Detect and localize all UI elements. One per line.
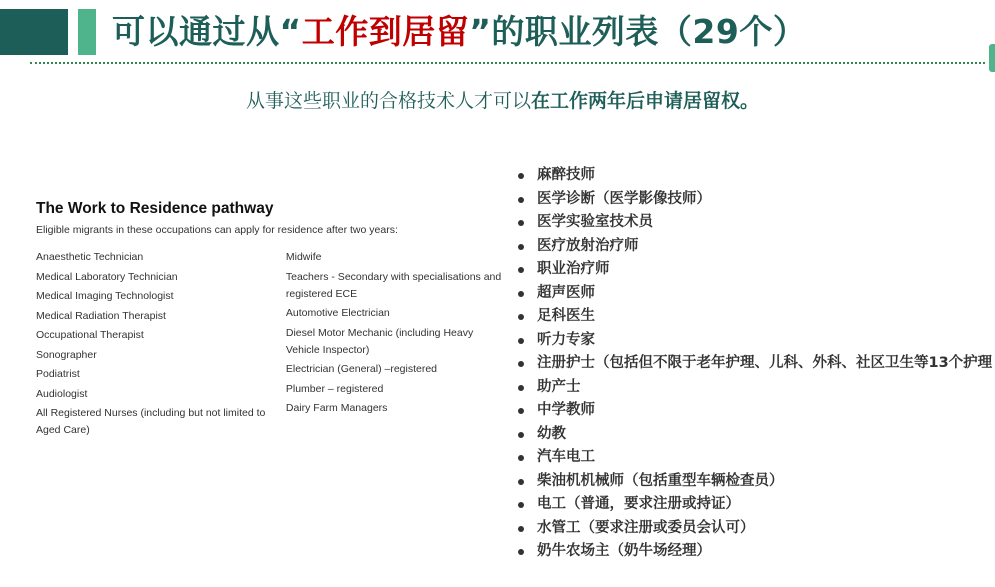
list-item-label: 麻醉技师 — [537, 167, 595, 183]
occupation-column-2 — [284, 249, 504, 442]
list-item — [513, 235, 992, 259]
list-item-label: 职业治疗师 — [537, 261, 610, 277]
occupation-item: Sonographer — [36, 348, 97, 361]
list-item-label: 电工（普通，要求注册或持证） — [537, 496, 740, 512]
bullet-icon — [518, 502, 524, 508]
title-divider — [30, 62, 985, 64]
subtitle-plain: 从事这些职业的合格技术人才可以 — [246, 90, 532, 112]
list-item-label: 超声医师 — [537, 284, 595, 301]
page-title — [112, 10, 806, 54]
list-item-label: 柴油机机械师（包括重型车辆检查员） — [537, 472, 784, 489]
subtitle — [246, 86, 759, 113]
list-item-label: 幼教 — [537, 425, 566, 442]
bullet-icon — [518, 455, 524, 461]
occupation-item: Medical Laboratory Technician — [36, 270, 178, 283]
list-item — [513, 211, 992, 235]
bullet-icon — [518, 479, 524, 485]
bullet-icon — [518, 220, 524, 226]
bullet-icon — [518, 549, 524, 555]
list-item-label: 注册护士（包括但不限于老年护理、儿科、外科、社区卫生等13个护理 — [537, 355, 993, 371]
bullet-icon — [518, 173, 524, 179]
list-item-label: 医学实验室技术员 — [537, 214, 653, 230]
list-item — [513, 376, 992, 400]
bullet-icon — [518, 314, 524, 320]
occupation-item: Audiologist — [36, 387, 88, 400]
bullet-icon — [518, 432, 524, 438]
occupation-item: Podiatrist — [36, 368, 80, 380]
bullet-icon — [518, 526, 524, 532]
list-item-label: 助产士 — [537, 378, 581, 395]
occupation-column-1 — [34, 249, 284, 442]
bullet-icon — [518, 408, 524, 414]
occupation-columns — [34, 249, 504, 442]
occupation-item: Medical Radiation Therapist — [36, 309, 166, 322]
card-heading: The Work to Residence pathway — [36, 200, 274, 217]
title-prefix: 可以通过从“ — [112, 12, 302, 51]
occupation-item: All Registered Nurses (including but not limited to Aged Care) — [36, 407, 266, 436]
bullet-icon — [518, 267, 524, 273]
list-item — [513, 540, 992, 564]
edge-tab-decoration — [989, 44, 995, 72]
occupation-item: Electrician (General) –registered — [285, 363, 438, 375]
occupation-item: Dairy Farm Managers — [285, 402, 388, 414]
bullet-icon — [518, 361, 524, 367]
list-item — [513, 258, 992, 282]
bullet-icon — [518, 244, 524, 250]
list-item-label: 医疗放射治疗师 — [537, 237, 639, 254]
title-accent-bar-dark — [0, 9, 68, 55]
occupation-item: Midwife — [285, 251, 322, 263]
occupation-item: Anaesthetic Technician — [36, 251, 144, 263]
list-item — [513, 352, 992, 376]
list-item — [513, 188, 992, 212]
bullet-icon — [518, 197, 524, 203]
list-item-label: 医学诊断（医学影像技师） — [537, 190, 711, 207]
occupation-item: Teachers - Secondary with specialisations and registered ECE — [285, 270, 502, 300]
occupation-item: Diesel Motor Mechanic (including Heavy Vehicle Inspector) — [285, 326, 474, 356]
list-item — [513, 517, 992, 541]
occupation-item: Automotive Electrician — [285, 307, 390, 319]
list-item — [513, 399, 992, 423]
chinese-occupation-list — [513, 164, 992, 564]
bullet-icon — [518, 385, 524, 391]
list-item — [513, 493, 992, 517]
list-item-label: 汽车电工 — [537, 449, 595, 465]
occupation-item: Medical Imaging Technologist — [36, 290, 174, 302]
title-accent-bar-light — [78, 9, 96, 55]
list-item — [513, 423, 992, 447]
occupation-item: Occupational Therapist — [36, 329, 144, 341]
subtitle-bold: 在工作两年后申请居留权。 — [531, 90, 760, 112]
list-item — [513, 470, 992, 494]
bullet-icon — [518, 291, 524, 297]
list-item — [513, 446, 992, 470]
list-item-label: 足科医生 — [537, 308, 595, 324]
title-suffix: ”的职业列表（29个） — [469, 12, 807, 51]
bullet-icon — [518, 338, 524, 344]
card-intro: Eligible migrants in these occupations can apply for residence after two years: — [36, 224, 398, 236]
list-item — [513, 282, 992, 306]
list-item — [513, 305, 992, 329]
list-item — [513, 329, 992, 353]
list-item-label: 听力专家 — [537, 331, 595, 348]
list-item-label: 水管工（要求注册或委员会认可） — [537, 519, 755, 536]
list-item-label: 奶牛农场主（奶牛场经理） — [537, 543, 711, 559]
title-highlight: 工作到居留 — [301, 12, 470, 51]
work-to-residence-card — [34, 200, 504, 442]
list-item — [513, 164, 992, 188]
list-item-label: 中学教师 — [537, 402, 595, 418]
occupation-item: Plumber – registered — [285, 382, 384, 395]
